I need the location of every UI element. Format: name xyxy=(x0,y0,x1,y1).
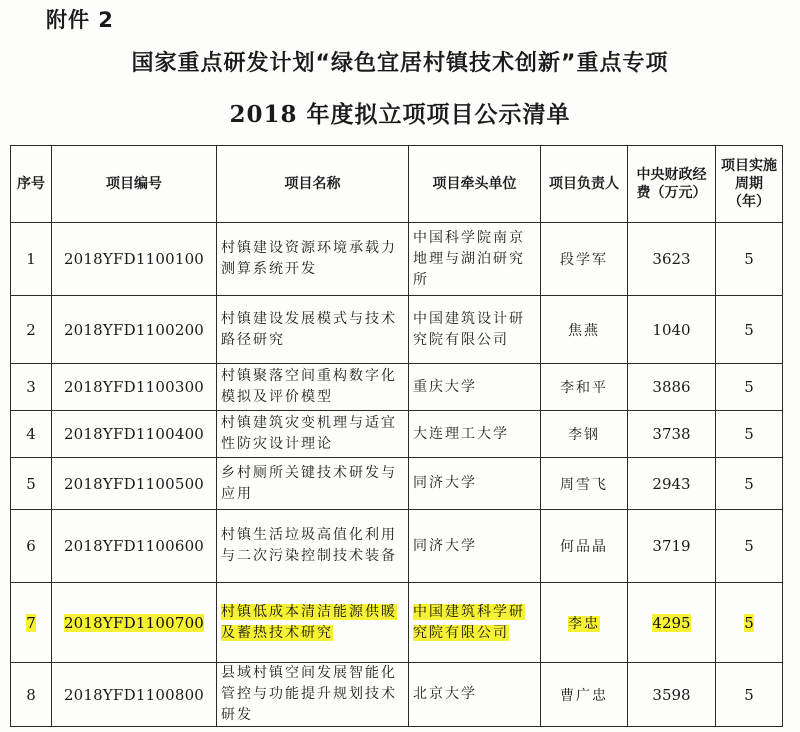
project-period-cell xyxy=(716,663,783,727)
project-name: 村镇建设发展模式与技术路径研究 xyxy=(221,310,397,348)
lead-unit: 大连理工大学 xyxy=(413,425,509,442)
project-name: 乡村厕所关键技术研发与应用 xyxy=(221,464,397,502)
table-row xyxy=(11,296,783,364)
project-code: 2018YFD1100200 xyxy=(63,320,205,339)
project-name: 村镇建筑灾变机理与适宜性防灾设计理论 xyxy=(221,415,397,452)
project-period-cell xyxy=(716,223,783,296)
project-leader-cell xyxy=(541,583,628,663)
project-leader-cell xyxy=(541,458,628,510)
header-period: 项目实施周期（年） xyxy=(716,146,783,223)
project-leader: 焦燕 xyxy=(568,322,600,339)
project-name-cell xyxy=(217,458,409,510)
header-unit: 项目牵头单位 xyxy=(409,146,541,223)
project-name-cell xyxy=(217,223,409,296)
project-code-cell xyxy=(52,364,217,411)
row-number-cell xyxy=(11,510,52,583)
row-number: 1 xyxy=(26,250,36,268)
project-name-cell xyxy=(217,296,409,364)
row-number: 3 xyxy=(26,378,36,396)
project-period: 5 xyxy=(744,613,754,632)
project-code: 2018YFD1100100 xyxy=(63,250,205,268)
row-number: 8 xyxy=(26,685,36,704)
project-code-cell xyxy=(52,296,217,364)
lead-unit: 中国科学院南京地理与湖泊研究所 xyxy=(413,229,525,288)
lead-unit: 同济大学 xyxy=(413,537,477,554)
project-code-cell xyxy=(52,663,217,727)
funding-amount-cell xyxy=(628,364,716,411)
header-funding: 中央财政经费（万元） xyxy=(628,146,716,223)
project-code-cell xyxy=(52,411,217,458)
header-code: 项目编号 xyxy=(52,146,217,223)
project-period-cell xyxy=(716,411,783,458)
project-code: 2018YFD1100500 xyxy=(63,474,205,493)
project-leader-cell xyxy=(541,411,628,458)
lead-unit-cell xyxy=(409,411,541,458)
project-name: 村镇低成本清洁能源供暖及蓄热技术研究 xyxy=(221,603,397,641)
lead-unit: 北京大学 xyxy=(413,686,477,702)
row-number: 5 xyxy=(26,474,36,493)
table-row xyxy=(11,583,783,663)
project-period: 5 xyxy=(744,474,754,493)
funding-amount-cell xyxy=(628,510,716,583)
document-subtitle: 2018 年度拟立项项目公示清单 xyxy=(229,101,571,128)
project-leader: 何品晶 xyxy=(560,539,608,555)
project-period: 5 xyxy=(744,378,754,396)
table-row xyxy=(11,364,783,411)
project-table xyxy=(10,145,783,727)
project-code-cell xyxy=(52,583,217,663)
project-leader: 李钢 xyxy=(568,427,600,443)
project-name-cell xyxy=(217,663,409,727)
table-row xyxy=(11,663,783,727)
project-leader-cell xyxy=(541,296,628,364)
header-seq: 序号 xyxy=(11,146,52,223)
project-code: 2018YFD1100400 xyxy=(63,425,205,443)
funding-amount-cell xyxy=(628,583,716,663)
row-number: 7 xyxy=(26,613,36,632)
project-name: 村镇聚落空间重构数字化模拟及评价模型 xyxy=(221,368,397,405)
project-code: 2018YFD1100300 xyxy=(63,378,205,396)
project-period: 5 xyxy=(744,320,754,339)
funding-amount: 2943 xyxy=(652,474,691,493)
header-leader: 项目负责人 xyxy=(541,146,628,223)
lead-unit: 同济大学 xyxy=(413,475,477,491)
funding-amount-cell xyxy=(628,296,716,364)
row-number-cell xyxy=(11,296,52,364)
project-period-cell xyxy=(716,458,783,510)
row-number-cell xyxy=(11,583,52,663)
project-leader-cell xyxy=(541,663,628,727)
funding-amount: 3886 xyxy=(652,378,691,396)
project-leader: 周雪飞 xyxy=(560,476,608,493)
row-number-cell xyxy=(11,364,52,411)
row-number: 2 xyxy=(26,320,36,339)
row-number: 4 xyxy=(26,425,36,443)
funding-amount: 3623 xyxy=(652,250,691,268)
project-name: 县域村镇空间发展智能化管控与功能提升规划技术研发 xyxy=(221,665,397,723)
funding-amount: 3738 xyxy=(652,425,691,443)
funding-amount: 3598 xyxy=(652,685,691,704)
header-name: 项目名称 xyxy=(217,146,409,223)
row-number-cell xyxy=(11,663,52,727)
table-row xyxy=(11,510,783,583)
lead-unit-cell xyxy=(409,510,541,583)
project-leader: 李忠 xyxy=(568,615,600,632)
project-period-cell xyxy=(716,583,783,663)
lead-unit: 重庆大学 xyxy=(413,378,477,395)
funding-amount: 4295 xyxy=(652,613,691,632)
lead-unit-cell xyxy=(409,583,541,663)
project-leader-cell xyxy=(541,510,628,583)
project-period: 5 xyxy=(744,537,754,555)
table-header-row xyxy=(11,146,783,223)
project-name-cell xyxy=(217,364,409,411)
table-row xyxy=(11,458,783,510)
project-period-cell xyxy=(716,510,783,583)
funding-amount-cell xyxy=(628,411,716,458)
project-name-cell xyxy=(217,411,409,458)
row-number: 6 xyxy=(26,537,36,555)
lead-unit-cell xyxy=(409,223,541,296)
project-code-cell xyxy=(52,223,217,296)
lead-unit: 中国建筑科学研究院有限公司 xyxy=(413,603,525,641)
funding-amount-cell xyxy=(628,458,716,510)
project-name: 村镇生活垃圾高值化利用与二次污染控制技术装备 xyxy=(221,527,397,564)
row-number-cell xyxy=(11,458,52,510)
lead-unit-cell xyxy=(409,663,541,727)
project-period: 5 xyxy=(744,685,754,704)
project-code: 2018YFD1100700 xyxy=(63,613,205,632)
project-name-cell xyxy=(217,583,409,663)
project-name: 村镇建设资源环境承载力测算系统开发 xyxy=(221,240,397,277)
project-leader: 段学军 xyxy=(560,252,608,268)
lead-unit-cell xyxy=(409,296,541,364)
project-code: 2018YFD1100800 xyxy=(63,685,205,704)
project-period-cell xyxy=(716,296,783,364)
project-name-cell xyxy=(217,510,409,583)
funding-amount-cell xyxy=(628,663,716,727)
project-period: 5 xyxy=(744,250,754,268)
funding-amount-cell xyxy=(628,223,716,296)
lead-unit: 中国建筑设计研究院有限公司 xyxy=(413,310,525,348)
project-code: 2018YFD1100600 xyxy=(63,537,205,555)
project-period: 5 xyxy=(744,425,754,443)
project-leader-cell xyxy=(541,223,628,296)
project-leader: 曹广忠 xyxy=(560,687,608,704)
project-period-cell xyxy=(716,364,783,411)
table-row xyxy=(11,223,783,296)
project-leader: 李和平 xyxy=(560,380,608,396)
project-code-cell xyxy=(52,510,217,583)
table-row xyxy=(11,411,783,458)
lead-unit-cell xyxy=(409,364,541,411)
funding-amount: 1040 xyxy=(652,320,691,339)
project-code-cell xyxy=(52,458,217,510)
funding-amount: 3719 xyxy=(652,537,691,555)
project-leader-cell xyxy=(541,364,628,411)
row-number-cell xyxy=(11,411,52,458)
row-number-cell xyxy=(11,223,52,296)
lead-unit-cell xyxy=(409,458,541,510)
document-title: 国家重点研发计划“绿色宜居村镇技术创新”重点专项 xyxy=(131,51,669,76)
attachment-label: 附件 2 xyxy=(46,8,114,32)
